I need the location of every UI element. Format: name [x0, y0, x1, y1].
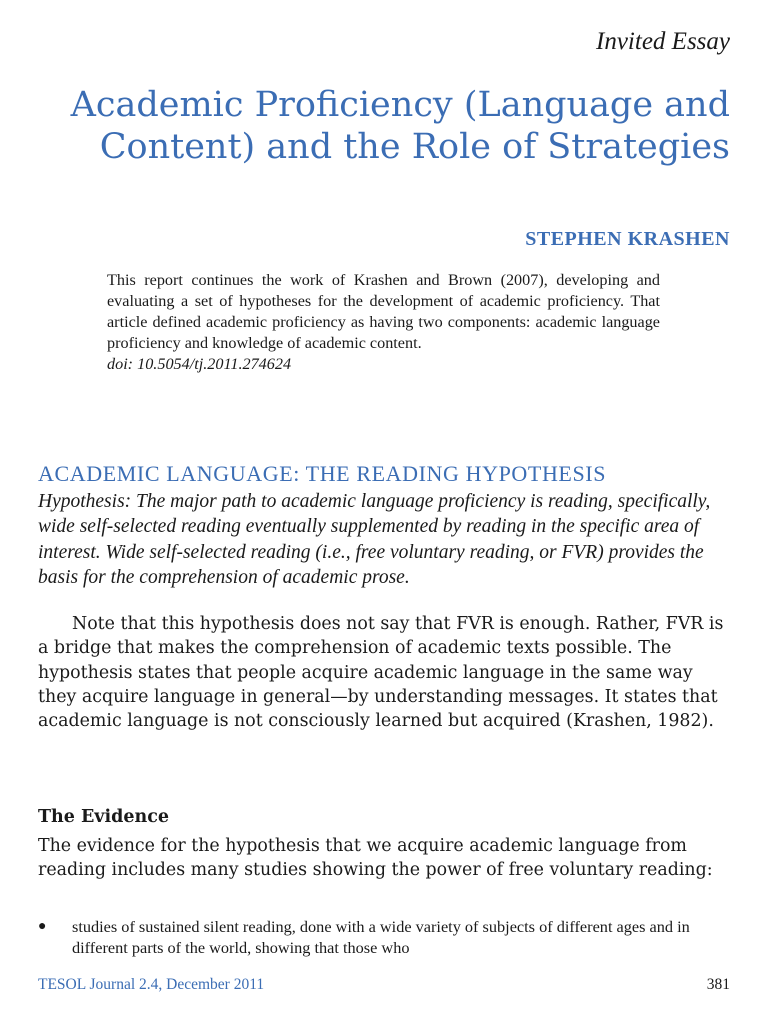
evidence-paragraph: The evidence for the hypothesis that we acquire academic language from reading includes many studies showing the power of free voluntary reading:	[38, 836, 713, 881]
abstract-text: This report continues the work of Krashen and Brown (2007), developing and evaluating a set of hypotheses for the development of academic proficiency. That article defined academic proficiency as having two components: academic language proficiency and knowledge of academic content.	[107, 271, 660, 352]
article-title: Academic Proficiency (Language and Content) and the Role of Strategies	[70, 85, 730, 167]
section-heading: ACADEMIC LANGUAGE: THE READING HYPOTHESIS	[38, 461, 607, 486]
abstract	[107, 270, 660, 375]
journal-citation: TESOL Journal 2.4, December 2011	[38, 976, 265, 993]
doi-link[interactable]: doi: 10.5054/tj.2011.274624	[107, 355, 292, 373]
list-item	[38, 916, 730, 958]
article-type-label: Invited Essay	[596, 28, 730, 55]
evidence-list	[38, 916, 730, 958]
bullet-icon: ●	[38, 919, 47, 934]
author-name: STEPHEN KRASHEN	[525, 228, 730, 250]
evidence-subheading: The Evidence	[38, 807, 170, 827]
body-paragraph: Note that this hypothesis does not say that FVR is enough. Rather, FVR is a bridge that makes the comprehension of academic texts possible. The hypothesis states that people acquire academic language in the same way they acquire language in general—by understanding messages. It states that academic language is not consciously learned but acquired (Krashen, 1982).	[38, 614, 724, 732]
page-number: 381	[706, 976, 730, 993]
hypothesis-statement: Hypothesis: The major path to academic language proficiency is reading, specifically, wide self-selected reading eventually supplemented by reading in the specific area of interest. Wide self-selected reading (i.e., free voluntary reading, or FVR) provides the basis for the comprehension of academic prose.	[38, 491, 711, 589]
list-item-text: studies of sustained silent reading, done with a wide variety of subjects of different ages and in different parts of the world, showing that those who	[72, 917, 690, 957]
